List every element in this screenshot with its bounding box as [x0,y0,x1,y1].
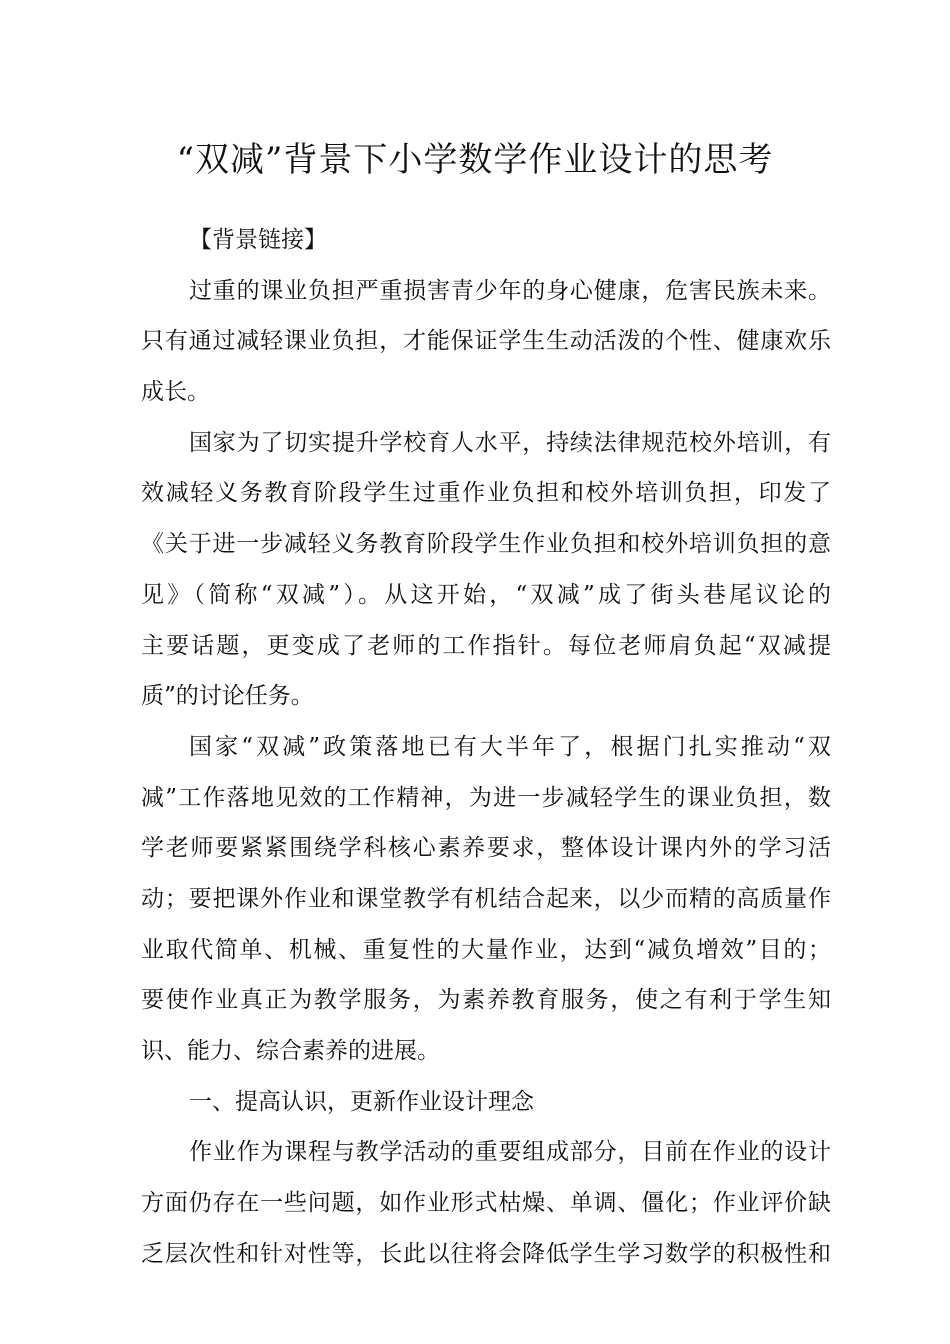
text-line: 质”的讨论任务。 [141,683,314,710]
document-title: “双减”背景下小学数学作业设计的思考 [176,140,774,180]
text-line: 乏层次性和针对性等，长此以往将会降低学生学习数学的积极性和 [141,1240,831,1267]
text-line: 《关于进一步减轻义务教育阶段学生作业负担和校外培训负担的意 [141,531,831,558]
text-line: 要使作业真正为教学服务，为素养教育服务，使之有利于学生知 [141,987,831,1014]
text-line: 减”工作落地见效的工作精神，为进一步减轻学生的课业负担，数 [141,784,831,811]
text-line: 主要话题，更变成了老师的工作指针。每位老师肩负起“双减提 [141,632,831,659]
text-line: 见》（简称“双减”）。从这开始，“双减”成了街头巷尾议论的 [141,581,831,608]
text-line: 学老师要紧紧围绕学科核心素养要求，整体设计课内外的学习活 [141,835,831,862]
text-line: 过重的课业负担严重损害青少年的身心健康，危害民族未来。 [189,277,831,304]
text-line: 国家为了切实提升学校育人水平，持续法律规范校外培训，有 [189,429,831,456]
text-line: 国家“双减”政策落地已有大半年了，根据门扎实推动“双 [189,733,831,760]
text-line: 方面仍存在一些问题，如作业形式枯燥、单调、僵化；作业评价缺 [141,1190,831,1217]
text-line: 只有通过减轻课业负担，才能保证学生生动活泼的个性、健康欢乐 [141,328,831,355]
text-line: 识、能力、综合素养的进展。 [141,1038,440,1064]
text-line: 作业作为课程与教学活动的重要组成部分，目前在作业的设计 [189,1139,831,1166]
text-line: 业取代简单、机械、重复性的大量作业，达到“减负增效”目的； [141,936,831,963]
text-line: 一、提高认识，更新作业设计理念 [189,1088,534,1115]
text-line: 动；要把课外作业和课堂教学有机结合起来，以少而精的高质量作 [141,885,831,912]
text-line: 成长。 [141,379,210,406]
text-line: 【背景链接】 [189,227,327,253]
text-line: 效减轻义务教育阶段学生过重作业负担和校外培训负担，印发了 [141,480,831,507]
document-body [141,215,831,1279]
